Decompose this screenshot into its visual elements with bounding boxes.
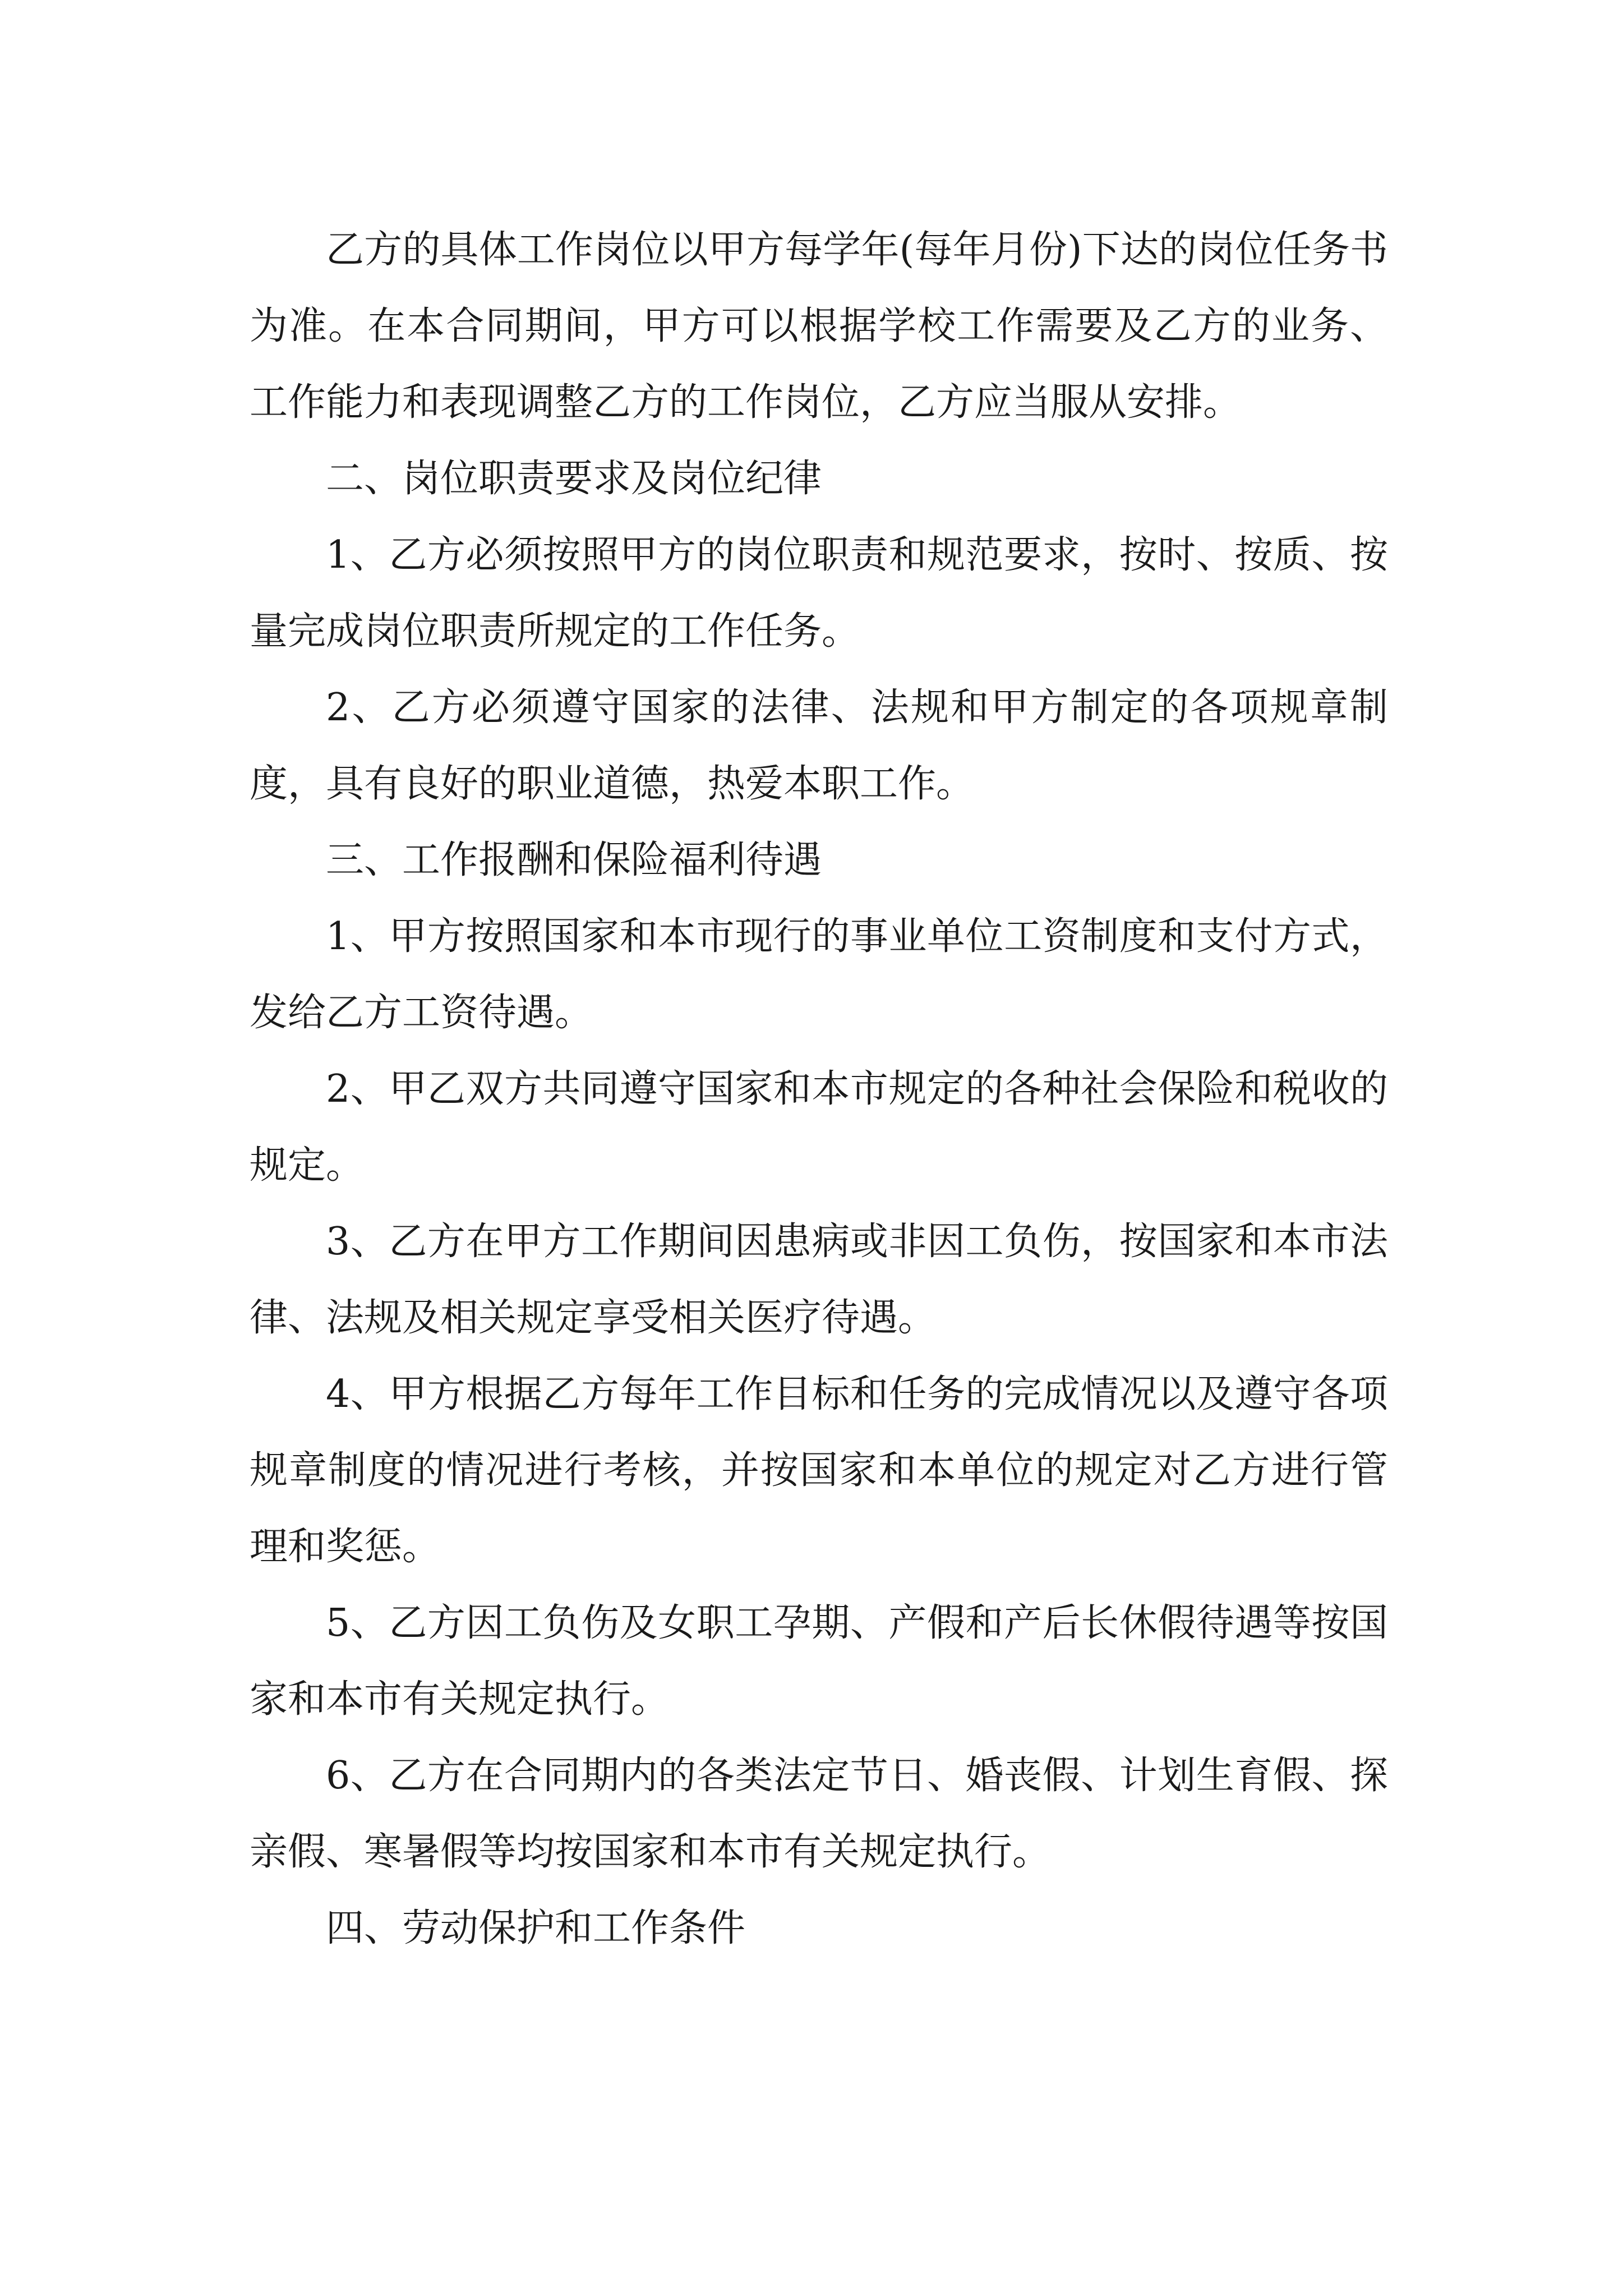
paragraph-3-5: 5、乙方因工负伤及女职工孕期、产假和产后长休假待遇等按国家和本市有关规定执行。 [250,1601,1388,1722]
paragraph-2-2: 2、乙方必须遵守国家的法律、法规和甲方制定的各项规章制度，具有良好的职业道德，热爱本职工作。 [250,685,1388,806]
paragraph-3-2: 2、甲乙双方共同遵守国家和本市规定的各种社会保险和税收的规定。 [250,1067,1388,1188]
paragraph-3-3: 3、乙方在甲方工作期间因患病或非因工负伤，按国家和本市法律、法规及相关规定享受相关医疗待遇。 [250,1220,1388,1340]
paragraph-3-4: 4、甲方根据乙方每年工作目标和任务的完成情况以及遵守各项规章制度的情况进行考核，并按国家和本单位的规定对乙方进行管理和奖惩。 [250,1372,1388,1569]
document-body [250,212,1388,1967]
heading-section-4: 四、劳动保护和工作条件 [326,1906,746,1950]
paragraph-job-position: 乙方的具体工作岗位以甲方每学年(每年月份)下达的岗位任务书为准。在本合同期间，甲方可以根据学校工作需要及乙方的业务、工作能力和表现调整乙方的工作岗位，乙方应当服从安排。 [250,228,1388,425]
paragraph-3-6: 6、乙方在合同期内的各类法定节日、婚丧假、计划生育假、探亲假、寒暑假等均按国家和本市有关规定执行。 [250,1754,1388,1874]
paragraph-3-1: 1、甲方按照国家和本市现行的事业单位工资制度和支付方式，发给乙方工资待遇。 [250,914,1388,1035]
paragraph-2-1: 1、乙方必须按照甲方的岗位职责和规范要求，按时、按质、按量完成岗位职责所规定的工作任务。 [250,533,1388,654]
heading-section-2: 二、岗位职责要求及岗位纪律 [326,457,822,501]
heading-section-3: 三、工作报酬和保险福利待遇 [326,838,822,882]
